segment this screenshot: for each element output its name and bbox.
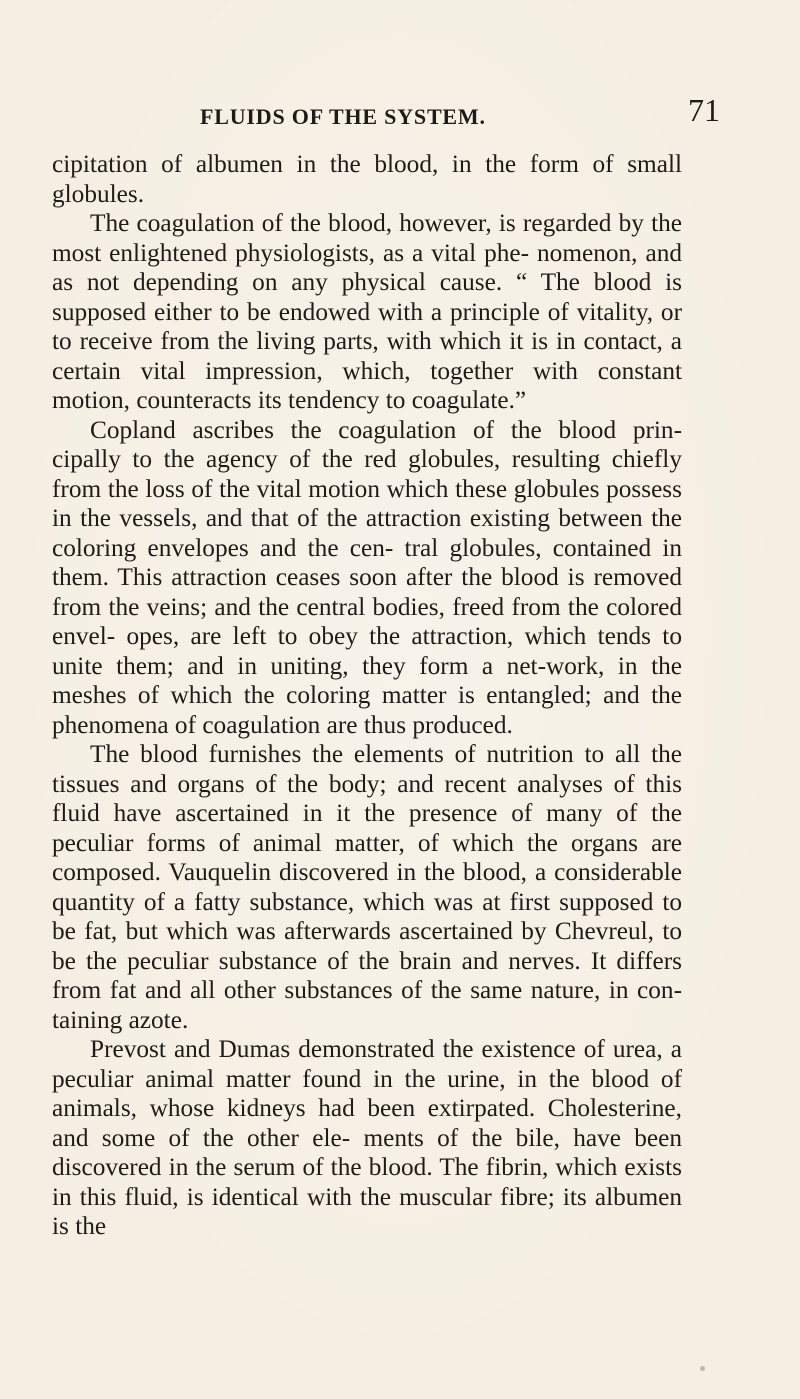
paragraph-1: cipitation of albumen in the blood, in the form of small globules. <box>52 150 682 208</box>
paragraph-3: Copland ascribes the coagulation of the blood prin- cipally to the agency of the red globules, resulting chiefly from the loss of the vital motion which these globules possess in the vessels, and that of the attraction existing between the coloring envelopes and the cen- tral globules, contained in them. This attraction ceases soon after the blood is removed from the veins; and the central bodies, freed from the colored envel- opes, are left to obey the attraction, which tends to unite them; and in uniting, they form a net-work, in the meshes of which the coloring matter is entangled; and the phenomena of coagulation are thus produced. <box>52 415 682 739</box>
running-head <box>200 92 720 132</box>
paragraph-4: The blood furnishes the elements of nutrition to all the tissues and organs of the body; and recent analyses of this fluid have ascertained in it the presence of many of the peculiar forms of animal matter, of which the organs are composed. Vauquelin discovered in the blood, a considerable quantity of a fatty substance, which was at first supposed to be fat, but which was afterwards ascertained by Chevreul, to be the peculiar substance of the brain and nerves. It differs from fat and all other substances of the same nature, in con- taining azote. <box>52 740 682 1034</box>
paragraph-2: The coagulation of the blood, however, is regarded by the most enlightened physiologists, as a vital phe- nomenon, and as not depending on any physical cause. “ The blood is supposed either to be endowed with a principle of vitality, or to receive from the living parts, with which it is in contact, a certain vital impression, which, together with constant motion, counteracts its tendency to coagulate.” <box>52 209 682 414</box>
paper-speck <box>700 1366 705 1371</box>
body-text <box>52 150 682 1242</box>
running-title: FLUIDS OF THE SYSTEM. <box>200 104 486 129</box>
page-number: 71 <box>688 92 720 128</box>
paragraph-5: Prevost and Dumas demonstrated the existence of urea, a peculiar animal matter found in the urine, in the blood of animals, whose kidneys had been extirpated. Cholesterine, and some of the other ele- ments of the bile, have been discovered in the serum of the blood. The fibrin, which exists in this fluid, is identical with the muscular fibre; its albumen is the <box>52 1035 682 1240</box>
